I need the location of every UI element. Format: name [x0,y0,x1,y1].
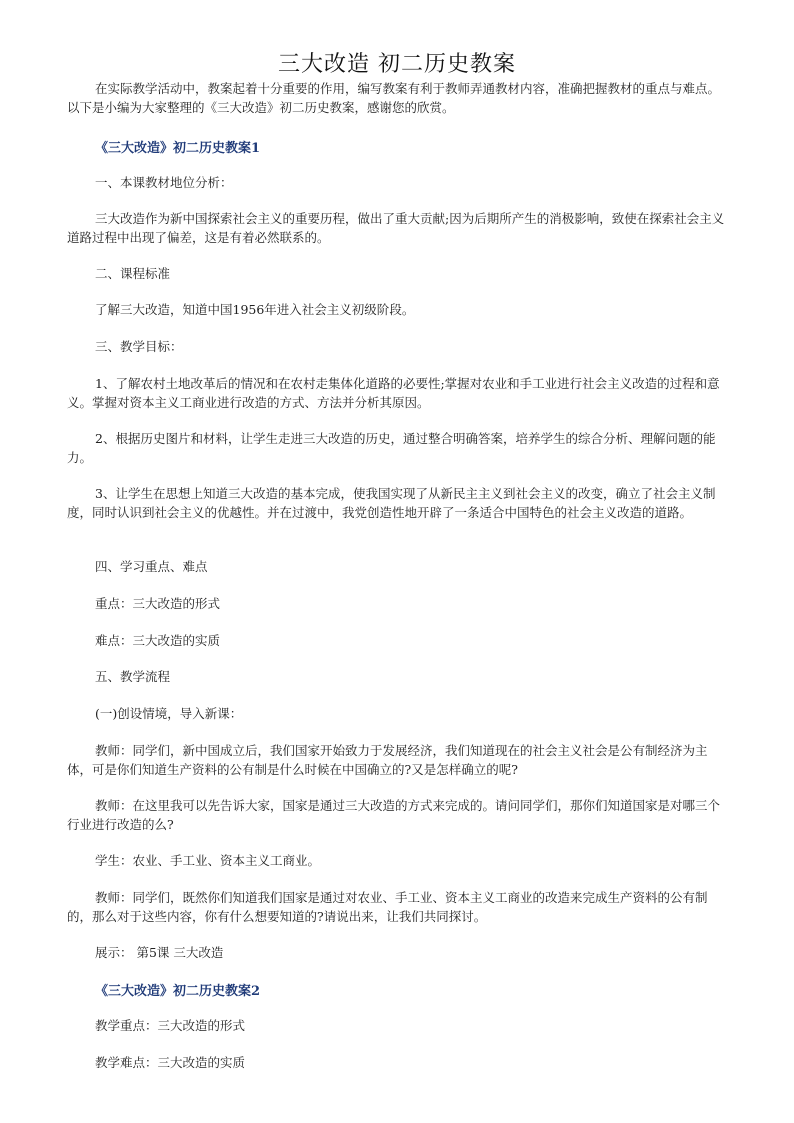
paragraph: 教师：在这里我可以先告诉大家，国家是通过三大改造的方式来完成的。请问同学们，那你们知道国家是对哪三个行业进行改造的么? [67,798,721,832]
paragraph: 学生：农业、手工业、资本主义工商业。 [95,853,321,868]
paragraph: (一)创设情境，导入新课： [95,706,243,721]
paragraph: 教学难点：三大改造的实质 [95,1055,246,1070]
paragraph: 2、根据历史图片和材料，让学生走进三大改造的历史，通过整合明确答案，培养学生的综合分析、理解问题的能力。 [67,431,716,465]
intro-paragraph: 在实际教学活动中，教案起着十分重要的作用，编写教案有利于教师弄通教材内容，准确把握教材的重点与难点。以下是小编为大家整理的《三大改造》初二历史教案，感谢您的欣赏。 [67,81,721,115]
paragraph: 一、本课教材地位分析： [95,175,233,190]
paragraph: 五、教学流程 [95,669,171,684]
paragraph: 教师：同学们，既然你们知道我们国家是通过对农业、手工业、资本主义工商业的改造来完成生产资料的公有制的，那么对于这些内容，你有什么想要知道的?请说出来，让我们共同探讨。 [67,890,708,924]
paragraph: 了解三大改造，知道中国1956年进入社会主义初级阶段。 [95,302,415,317]
paragraph: 四、学习重点、难点 [95,559,208,574]
paragraph: 难点：三大改造的实质 [95,633,221,648]
paragraph: 教学重点：三大改造的形式 [95,1018,246,1033]
section-heading-1: 《三大改造》初二历史教案1 [95,141,261,156]
paragraph: 3、让学生在思想上知道三大改造的基本完成，使我国实现了从新民主主义到社会主义的改变，确立了社会主义制度，同时认识到社会主义的优越性。并在过渡中，我党创造性地开辟了一条适合中国特色的社会主义改造的道路。 [67,486,716,520]
page-title: 三大改造 初二历史教案 [278,51,516,77]
paragraph: 1、了解农村土地改革后的情况和在农村走集体化道路的必要性;掌握对农业和手工业进行社会主义改造的过程和意义。掌握对资本主义工商业进行改造的方式、方法并分析其原因。 [67,376,720,410]
paragraph: 二、课程标准 [95,266,171,281]
paragraph: 展示： 第5课 三大改造 [95,945,224,960]
paragraph: 教师：同学们，新中国成立后，我们国家开始致力于发展经济，我们知道现在的社会主义社会是公有制经济为主体，可是你们知道生产资料的公有制是什么时候在中国确立的?又是怎样确立的呢? [67,743,708,777]
paragraph: 重点：三大改造的形式 [95,596,221,611]
paragraph: 三大改造作为新中国探索社会主义的重要历程，做出了重大贡献;因为后期所产生的消极影响，致使在探索社会主义道路过程中出现了偏差，这是有着必然联系的。 [67,211,725,245]
paragraph: 三、教学目标： [95,339,183,354]
section-heading-2: 《三大改造》初二历史教案2 [95,984,261,999]
